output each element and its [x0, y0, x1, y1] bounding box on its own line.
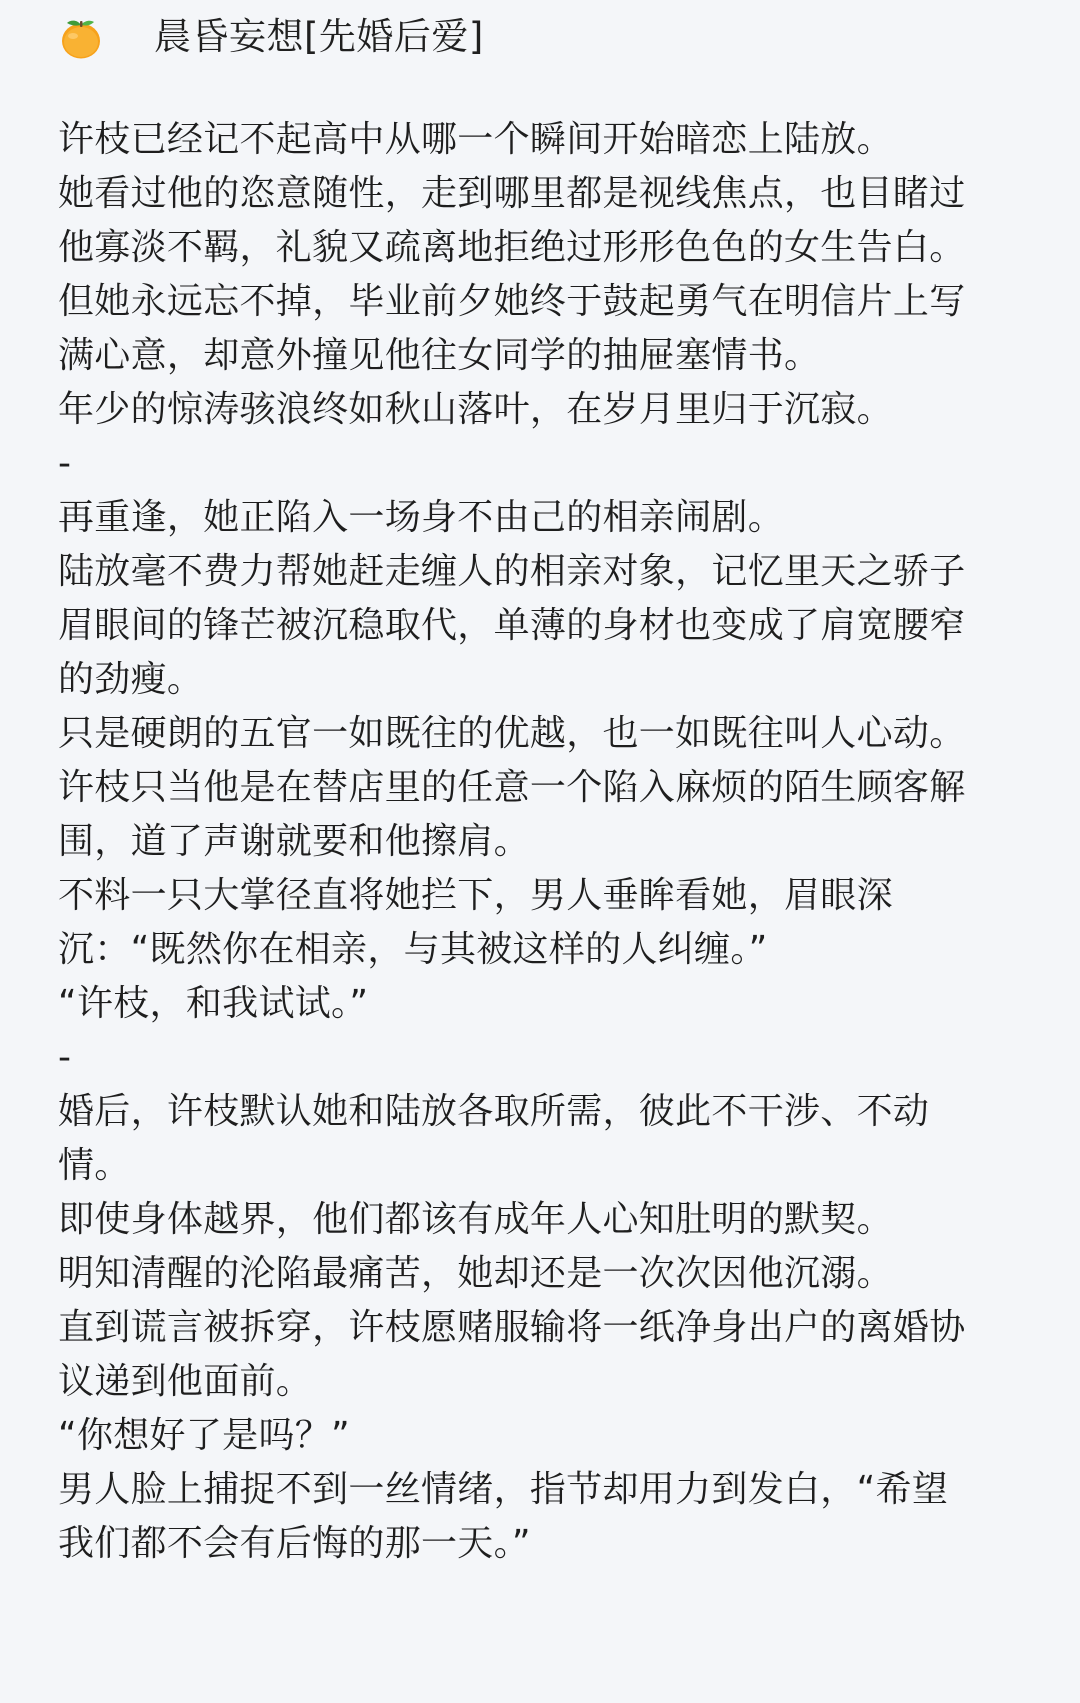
text-line: 但她永远忘不掉，毕业前夕她终于鼓起勇气在明信片上写: [58, 281, 966, 322]
text-line: 眉眼间的锋芒被沉稳取代，单薄的身材也变成了肩宽腰窄: [58, 605, 966, 646]
text-line: 议递到他面前。: [58, 1361, 313, 1402]
text-line: 年少的惊涛骇浪终如秋山落叶，在岁月里归于沉寂。: [58, 389, 893, 430]
text-line: 婚后，许枝默认她和陆放各取所需，彼此不干涉、不动: [58, 1091, 930, 1132]
text-line: 我们都不会有后悔的那一天。”: [58, 1523, 531, 1564]
text-line: 围，道了声谢就要和他擦肩。: [58, 821, 530, 862]
orange-emoji-icon: [58, 14, 104, 60]
text-line: “你想好了是吗？”: [58, 1415, 351, 1456]
text-line: 许枝只当他是在替店里的任意一个陷入麻烦的陌生顾客解: [58, 767, 966, 808]
text-line: 沉：“既然你在相亲，与其被这样的人纠缠。”: [58, 929, 768, 970]
text-line: 的劲瘦。: [58, 659, 204, 700]
text-line: 陆放毫不费力帮她赶走缠人的相亲对象，记忆里天之骄子: [58, 551, 966, 592]
text-line: 情。: [58, 1145, 131, 1186]
header: [58, 8, 484, 66]
separator-dash: -: [58, 1037, 72, 1078]
text-line: 满心意，却意外撞见他往女同学的抽屉塞情书。: [58, 335, 821, 376]
text-line: 直到谎言被拆穿，许枝愿赌服输将一纸净身出户的离婚协: [58, 1307, 966, 1348]
text-line: 再重逢，她正陷入一场身不由己的相亲闹剧。: [58, 497, 785, 538]
text-line: 许枝已经记不起高中从哪一个瞬间开始暗恋上陆放。: [58, 119, 893, 160]
text-line: 男人脸上捕捉不到一丝情绪，指节却用力到发白，“希望: [58, 1469, 949, 1510]
text-line: 她看过他的恣意随性，走到哪里都是视线焦点，也目睹过: [58, 173, 966, 214]
text-line: 明知清醒的沦陷最痛苦，她却还是一次次因他沉溺。: [58, 1253, 893, 1294]
post-body: [58, 113, 1018, 1571]
text-line: 只是硬朗的五官一如既往的优越，也一如既往叫人心动。: [58, 713, 966, 754]
text-line: 即使身体越界，他们都该有成年人心知肚明的默契。: [58, 1199, 893, 1240]
post-title: 晨昏妄想[先婚后爱]: [154, 15, 484, 58]
text-line: 不料一只大掌径直将她拦下，男人垂眸看她，眉眼深: [58, 875, 893, 916]
separator-dash: -: [58, 443, 72, 484]
text-line: 他寡淡不羁，礼貌又疏离地拒绝过形形色色的女生告白。: [58, 227, 966, 268]
text-line: “许枝，和我试试。”: [58, 983, 369, 1024]
